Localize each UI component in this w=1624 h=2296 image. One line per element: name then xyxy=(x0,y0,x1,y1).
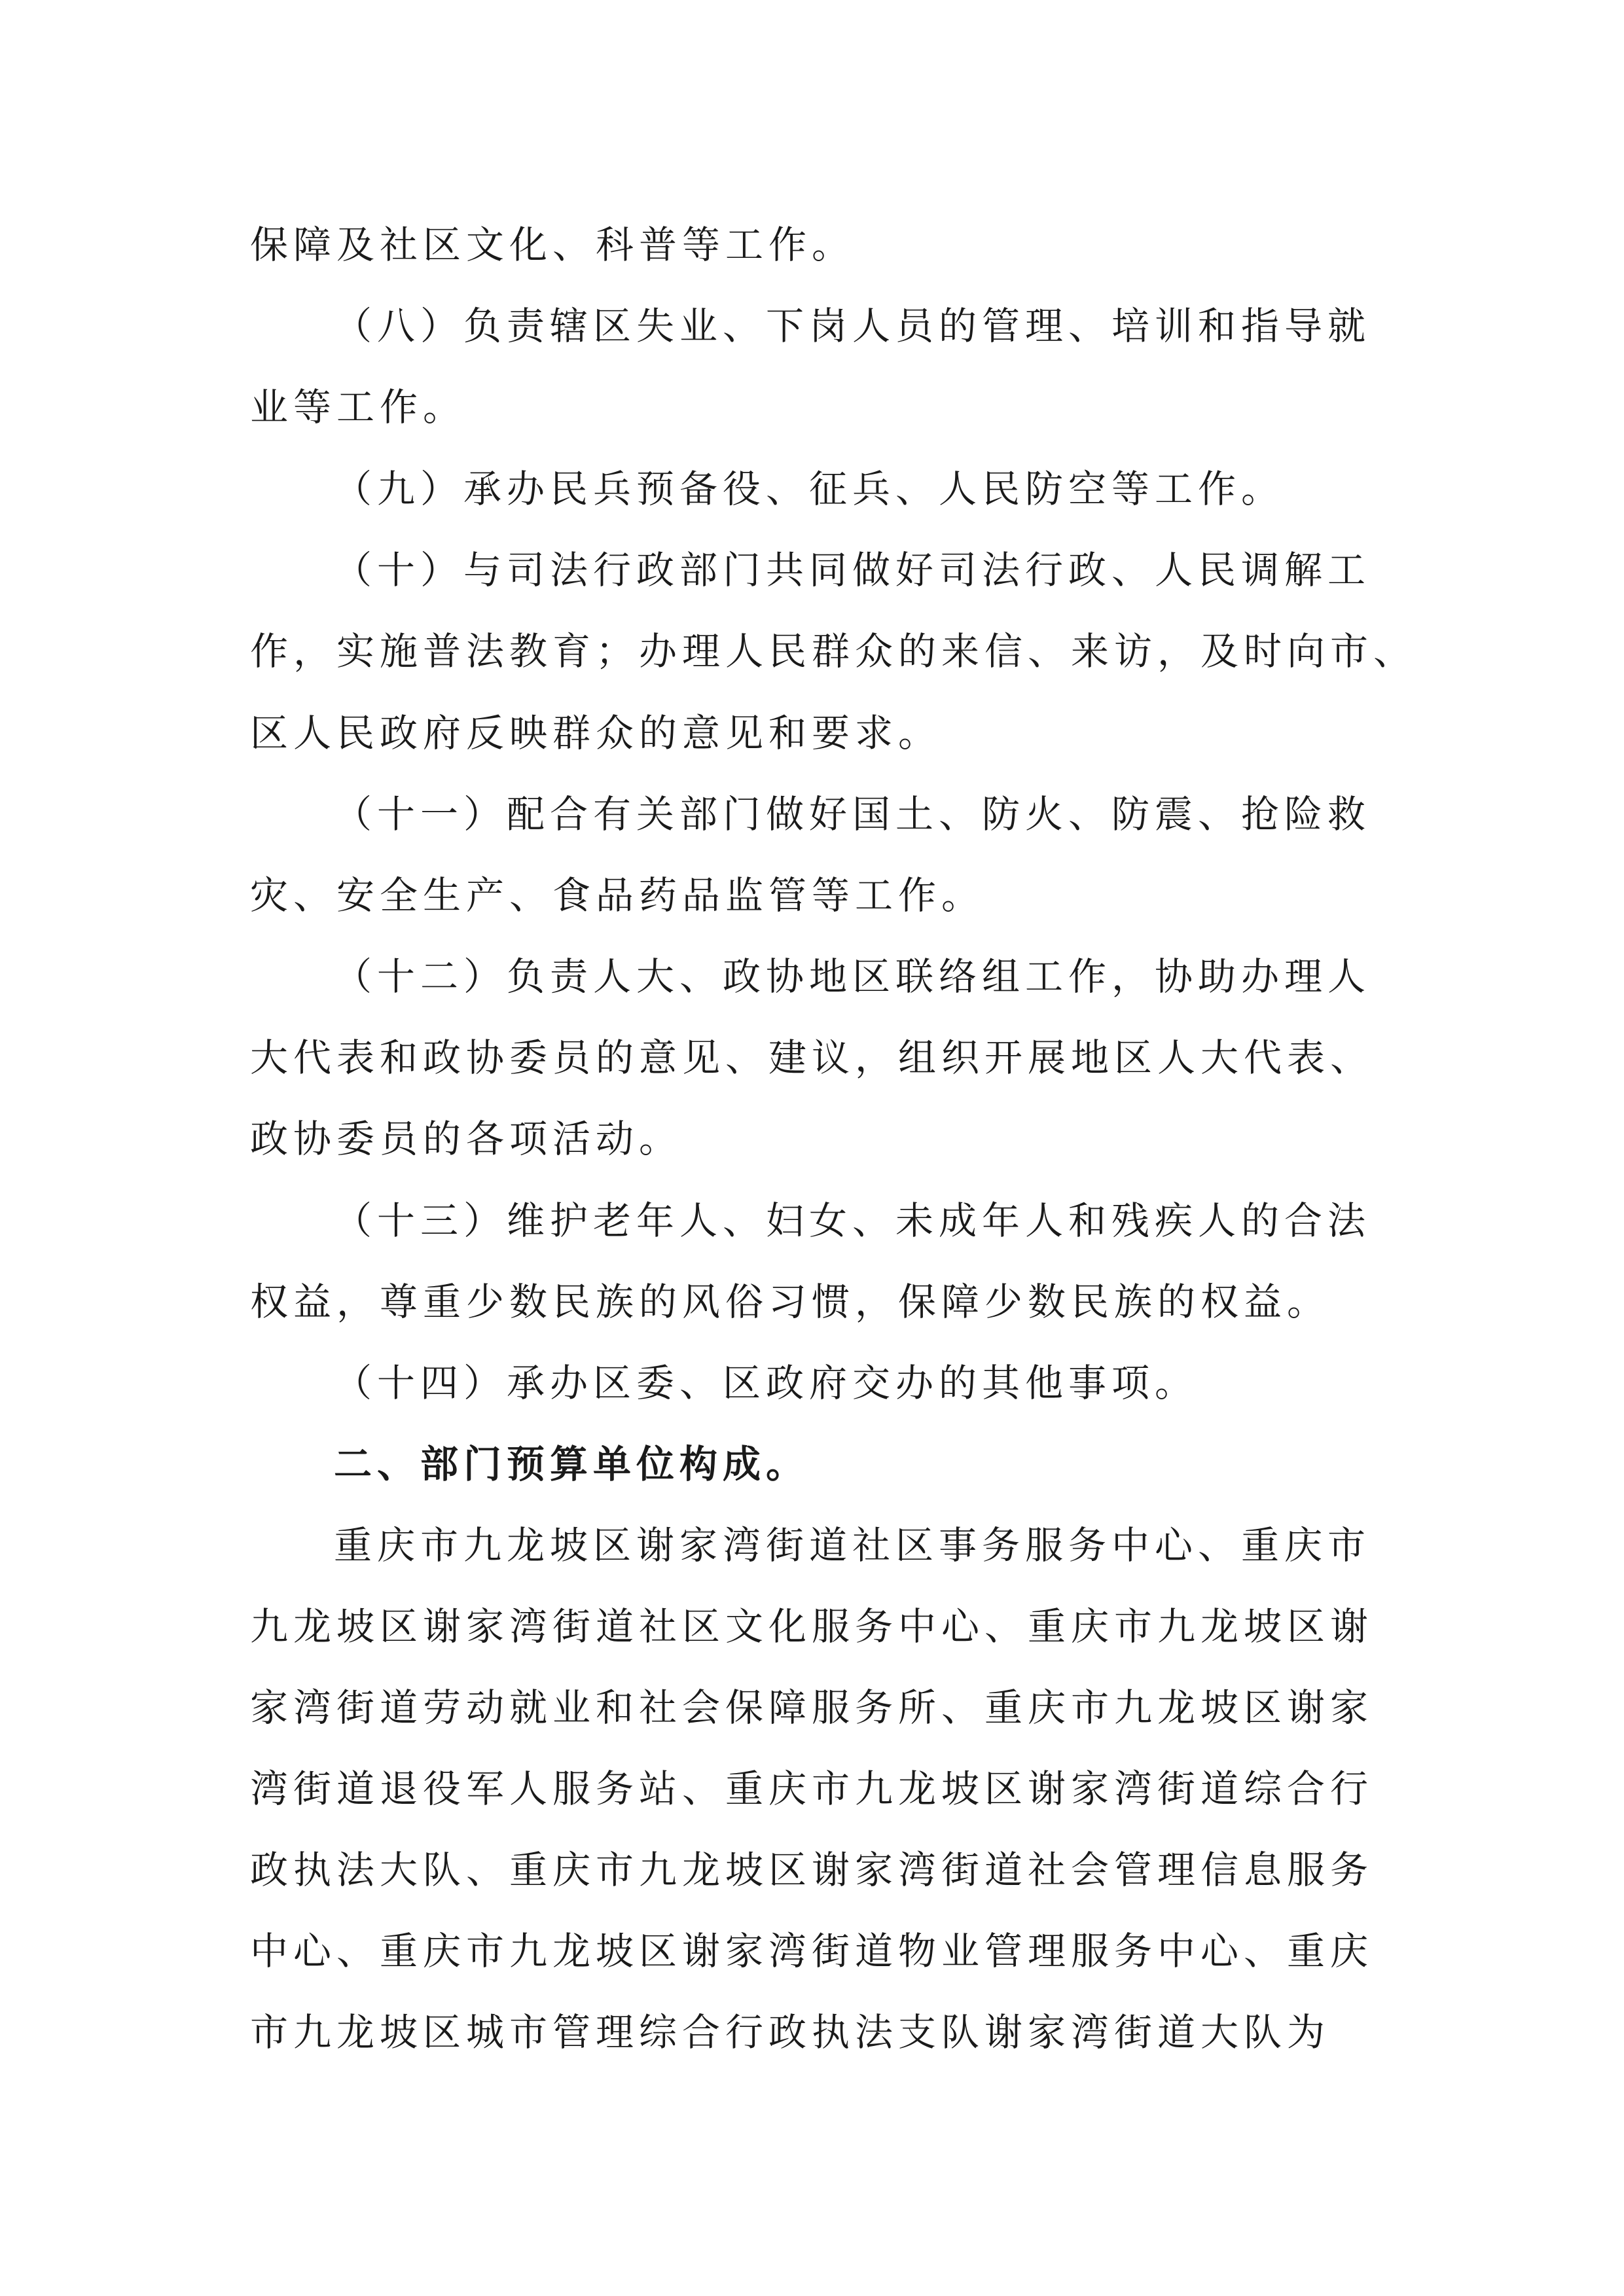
text-line: 重庆市九龙坡区谢家湾街道社区事务服务中心、重庆市 xyxy=(334,1523,1371,1568)
text-line: 大代表和政协委员的意见、建议，组织开展地区人大代表、 xyxy=(250,1035,1374,1080)
text-line: （十）与司法行政部门共同做好司法行政、人民调解工 xyxy=(334,548,1371,592)
text-line: 政执法大队、重庆市九龙坡区谢家湾街道社会管理信息服务 xyxy=(250,1848,1374,1892)
text-line: （十一）配合有关部门做好国土、防火、防震、抢险救 xyxy=(334,792,1371,836)
text-line: 保障及社区文化、科普等工作。 xyxy=(250,223,856,267)
text-line: 灾、安全生产、食品药品监管等工作。 xyxy=(250,873,985,918)
text-line: （十二）负责人大、政协地区联络组工作，协助办理人 xyxy=(334,954,1371,999)
text-line: （十三）维护老年人、妇女、未成年人和残疾人的合法 xyxy=(334,1198,1371,1243)
text-line: 市九龙坡区城市管理综合行政执法支队谢家湾街道大队为 xyxy=(250,2010,1331,2054)
section-heading: 二、部门预算单位构成。 xyxy=(334,1442,810,1486)
text-line: 政协委员的各项活动。 xyxy=(250,1117,683,1161)
text-line: （九）承办民兵预备役、征兵、人民防空等工作。 xyxy=(334,467,1285,511)
text-line: 区人民政府反映群众的意见和要求。 xyxy=(250,711,942,755)
text-line: 作，实施普法教育；办理人民群众的来信、来访，及时向市、 xyxy=(250,629,1417,673)
text-line: 湾街道退役军人服务站、重庆市九龙坡区谢家湾街道综合行 xyxy=(250,1767,1374,1811)
text-line: 家湾街道劳动就业和社会保障服务所、重庆市九龙坡区谢家 xyxy=(250,1685,1374,1730)
text-line: 九龙坡区谢家湾街道社区文化服务中心、重庆市九龙坡区谢 xyxy=(250,1604,1374,1649)
text-line: 权益，尊重少数民族的风俗习惯，保障少数民族的权益。 xyxy=(250,1280,1331,1324)
text-line: 中心、重庆市九龙坡区谢家湾街道物业管理服务中心、重庆 xyxy=(250,1929,1374,1973)
text-line: （八）负责辖区失业、下岗人员的管理、培训和指导就 xyxy=(334,304,1371,348)
text-line: （十四）承办区委、区政府交办的其他事项。 xyxy=(334,1361,1199,1405)
text-line: 业等工作。 xyxy=(250,385,467,429)
